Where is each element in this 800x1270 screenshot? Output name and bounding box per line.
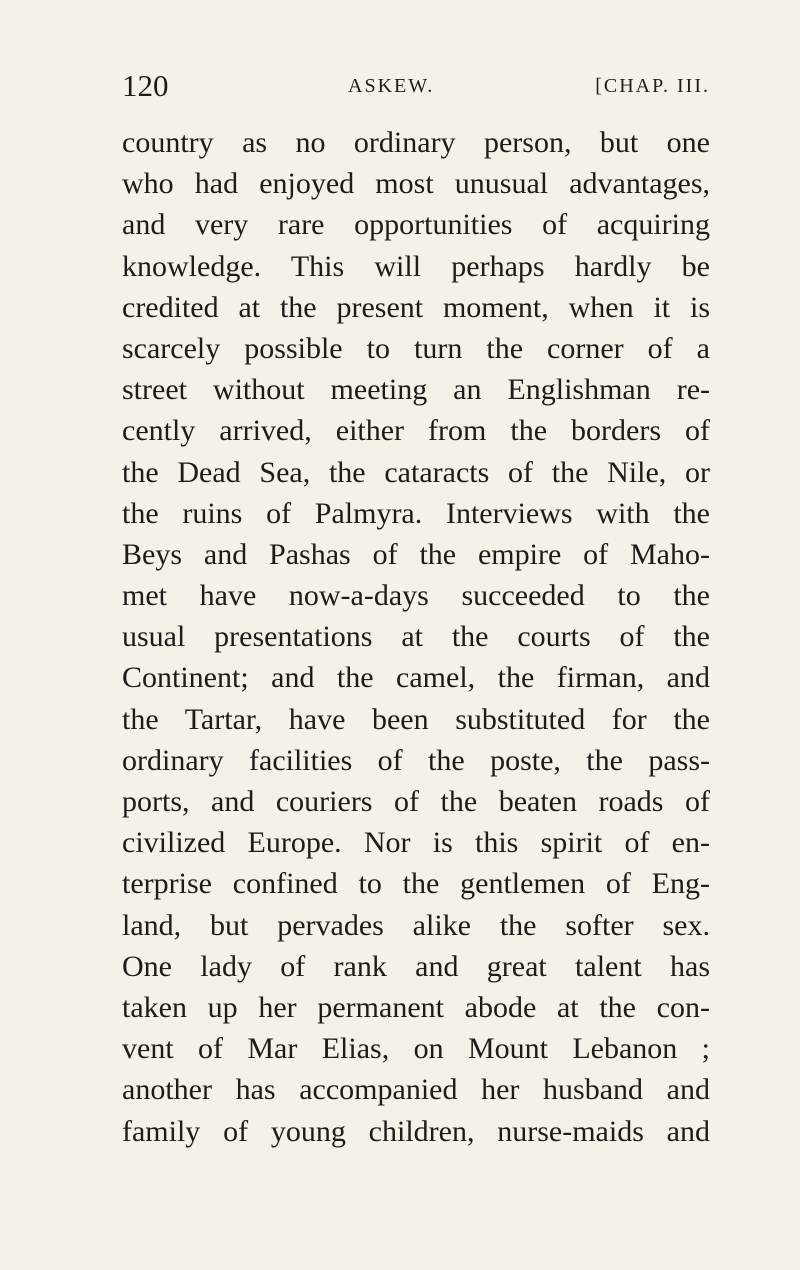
text-line: Continent; and the camel, the firman, and [122,661,710,695]
text-line: street without meeting an Englishman re- [122,373,710,407]
text-line: credited at the present moment, when it is [122,290,710,324]
text-line: met have now-a-days succeeded to the [122,579,710,613]
chapter-label: [CHAP. III. [595,75,710,97]
text-line: scarcely possible to turn the corner of a [122,331,710,365]
text-line: country as no ordinary person, but one [122,126,710,159]
text-line: usual presentations at the courts of the [122,620,710,654]
text-line: knowledge. This will perhaps hardly be [122,249,710,283]
text-line: One lady of rank and great talent has [122,949,710,983]
text-line: cently arrived, either from the borders of [122,414,710,448]
text-line: ordinary facilities of the poste, the pass- [122,743,710,777]
text-line: civilized Europe. Nor is this spirit of en- [122,826,710,860]
text-line: and very rare opportunities of acquiring [122,208,710,242]
text-line: vent of Mar Elias, on Mount Lebanon ; [122,1032,710,1066]
text-line: land, but pervades alike the softer sex. [122,908,710,942]
body-text [122,122,710,1152]
text-line: the ruins of Palmyra. Interviews with the [122,496,710,530]
text-line: the Dead Sea, the cataracts of the Nile, or [122,455,710,489]
text-line: the Tartar, have been substituted for the [122,702,710,736]
text-line: family of young children, nurse-maids and [122,1114,710,1148]
running-head [122,66,710,106]
text-line: Beys and Pashas of the empire of Maho- [122,537,710,571]
text-line: who had enjoyed most unusual advantages, [122,167,710,201]
text-line: taken up her permanent abode at the con- [122,990,710,1024]
text-line: ports, and couriers of the beaten roads of [122,785,710,818]
running-title: ASKEW. [348,75,435,97]
text-line: another has accompanied her husband and [122,1073,710,1107]
text-line: terprise confined to the gentlemen of Eng- [122,867,710,901]
page-number: 120 [122,68,169,103]
